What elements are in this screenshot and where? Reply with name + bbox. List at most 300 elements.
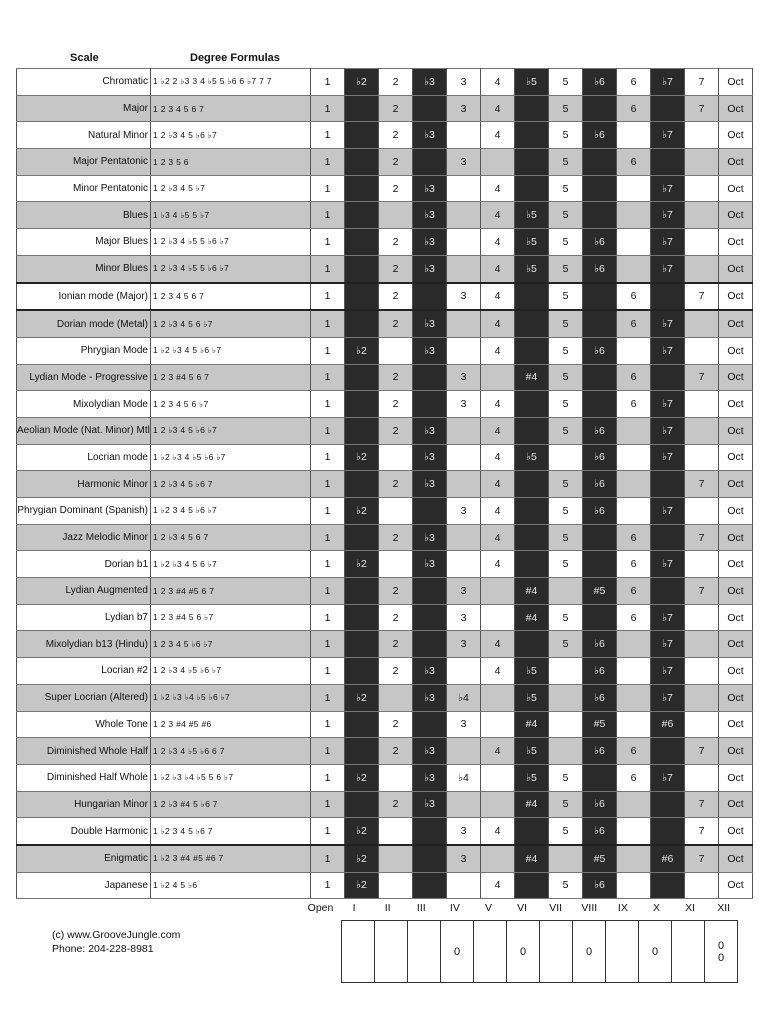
scale-name: Jazz Melodic Minor [17, 524, 151, 551]
degree-cell [345, 391, 379, 418]
degree-cell: 1 [311, 845, 345, 872]
degree-cell: 1 [311, 175, 345, 202]
degree-cell: 1 [311, 818, 345, 845]
degree-cell: Oct [719, 631, 753, 658]
degree-cell: #5 [583, 711, 617, 738]
degree-cell: 1 [311, 631, 345, 658]
scale-name: Phrygian Dominant (Spanish) [17, 498, 151, 525]
scale-row [17, 551, 753, 578]
degree-cell [515, 283, 549, 311]
degree-cell: 6 [617, 551, 651, 578]
degree-cell: #4 [515, 711, 549, 738]
degree-cell: 2 [379, 283, 413, 311]
degree-cell: ♭3 [413, 175, 447, 202]
degree-cell: ♭7 [651, 69, 685, 96]
scale-name: Whole Tone [17, 711, 151, 738]
degree-cell: 6 [617, 149, 651, 176]
degree-cell: Oct [719, 551, 753, 578]
scale-formula: 1 ♭2 2 ♭3 3 4 ♭5 5 ♭6 6 ♭7 7 7 [151, 69, 311, 96]
scale-formula: 1 2 3 4 5 6 7 [151, 283, 311, 311]
degree-cell [617, 631, 651, 658]
degree-cell: 1 [311, 149, 345, 176]
scale-formula: 1 ♭2 ♭3 4 ♭5 ♭6 ♭7 [151, 444, 311, 471]
scale-formula: 1 2 ♭3 4 5 ♭6 ♭7 [151, 417, 311, 444]
scale-formula: 1 ♭2 4 5 ♭6 [151, 872, 311, 899]
scale-row [17, 604, 753, 631]
degree-cell: 6 [617, 764, 651, 791]
degree-cell: 7 [685, 818, 719, 845]
degree-cell: Oct [719, 872, 753, 899]
phone-text: Phone: 204-228-8981 [52, 943, 154, 955]
degree-cell: ♭3 [413, 337, 447, 364]
scale-row [17, 122, 753, 149]
degree-cell: Oct [719, 684, 753, 711]
scale-formula: 1 2 ♭3 4 5 ♭6 ♭7 [151, 122, 311, 149]
degree-cell: 4 [481, 524, 515, 551]
degree-cell [685, 337, 719, 364]
degree-cell: 1 [311, 283, 345, 311]
degree-cell [617, 444, 651, 471]
scale-formula: 1 2 ♭3 4 5 6 7 [151, 524, 311, 551]
scale-name: Double Harmonic [17, 818, 151, 845]
degree-cell [447, 310, 481, 337]
degree-cell: 4 [481, 417, 515, 444]
degree-cell [617, 202, 651, 229]
degree-cell: ♭3 [413, 69, 447, 96]
scale-table-body [17, 69, 753, 899]
degree-cell [685, 391, 719, 418]
degree-cell: 4 [481, 631, 515, 658]
scale-row [17, 444, 753, 471]
degree-cell [447, 417, 481, 444]
degree-cell [345, 604, 379, 631]
degree-cell: 2 [379, 524, 413, 551]
degree-cell: 4 [481, 738, 515, 765]
degree-cell: 3 [447, 578, 481, 605]
degree-cell [379, 872, 413, 899]
scale-row [17, 631, 753, 658]
fret-label: IX [617, 902, 628, 914]
degree-cell [685, 417, 719, 444]
degree-cell: Oct [719, 69, 753, 96]
degree-cell: ♭5 [515, 658, 549, 685]
degree-cell: 3 [447, 498, 481, 525]
degree-cell: ♭6 [583, 791, 617, 818]
degree-cell: 1 [311, 738, 345, 765]
degree-cell: 1 [311, 684, 345, 711]
scale-row [17, 255, 753, 282]
degree-cell: 5 [549, 498, 583, 525]
degree-cell: 1 [311, 578, 345, 605]
degree-cell [651, 364, 685, 391]
degree-cell: 2 [379, 229, 413, 256]
degree-cell [617, 175, 651, 202]
scale-formula: 1 2 ♭3 4 ♭5 5 ♭6 ♭7 [151, 255, 311, 282]
degree-cell [685, 684, 719, 711]
degree-cell: 4 [481, 310, 515, 337]
scale-name: Lydian b7 [17, 604, 151, 631]
degree-cell: ♭6 [583, 498, 617, 525]
fret-label: VI [517, 902, 528, 914]
degree-cell [583, 202, 617, 229]
degree-cell [515, 391, 549, 418]
scale-name: Diminished Whole Half [17, 738, 151, 765]
degree-cell [447, 471, 481, 498]
degree-cell: 1 [311, 122, 345, 149]
degree-cell [447, 255, 481, 282]
scale-formula: 1 2 3 4 5 ♭6 ♭7 [151, 631, 311, 658]
copyright-text: (c) www.GrooveJungle.com [52, 929, 181, 941]
degree-cell: ♭2 [345, 551, 379, 578]
degree-cell [651, 471, 685, 498]
degree-cell: 2 [379, 791, 413, 818]
degree-cell [345, 631, 379, 658]
degree-cell: 5 [549, 524, 583, 551]
degree-cell [651, 818, 685, 845]
degree-cell [379, 202, 413, 229]
degree-cell: 4 [481, 498, 515, 525]
degree-cell: 1 [311, 498, 345, 525]
scale-formula: 1 2 3 #4 5 6 ♭7 [151, 604, 311, 631]
degree-cell: 2 [379, 391, 413, 418]
fret-marker-cell: 0 [639, 921, 672, 983]
degree-cell: Oct [719, 417, 753, 444]
degree-cell: 2 [379, 604, 413, 631]
degree-cell [345, 471, 379, 498]
degree-cell [379, 818, 413, 845]
fret-marker-cell: 0 0 [705, 921, 738, 983]
degree-cell: ♭3 [413, 229, 447, 256]
degree-cell [481, 764, 515, 791]
degree-cell: ♭2 [345, 872, 379, 899]
degree-cell: 7 [685, 578, 719, 605]
degree-cell: ♭3 [413, 551, 447, 578]
scale-name: Harmonic Minor [17, 471, 151, 498]
scale-row [17, 95, 753, 122]
degree-cell [583, 604, 617, 631]
degree-cell: ♭7 [651, 337, 685, 364]
scale-formula: 1 2 ♭3 4 ♭5 ♭6 ♭7 [151, 658, 311, 685]
degree-cell: 5 [549, 175, 583, 202]
degree-cell: 7 [685, 364, 719, 391]
degree-cell [413, 149, 447, 176]
degree-cell: ♭6 [583, 417, 617, 444]
degree-cell: ♭5 [515, 229, 549, 256]
degree-cell: 2 [379, 122, 413, 149]
degree-cell [651, 791, 685, 818]
degree-cell: 6 [617, 578, 651, 605]
degree-cell [549, 738, 583, 765]
degree-cell: Oct [719, 310, 753, 337]
degree-cell [447, 791, 481, 818]
degree-cell: 5 [549, 229, 583, 256]
scale-name: Minor Blues [17, 255, 151, 282]
scale-name: Chromatic [17, 69, 151, 96]
degree-cell [515, 818, 549, 845]
degree-cell: ♭6 [583, 738, 617, 765]
scale-row [17, 658, 753, 685]
degree-cell [447, 175, 481, 202]
fret-marker-cell: 0 [573, 921, 606, 983]
degree-cell [583, 149, 617, 176]
scale-row [17, 417, 753, 444]
degree-cell [617, 255, 651, 282]
scale-row [17, 764, 753, 791]
degree-cell: 1 [311, 310, 345, 337]
degree-cell: 3 [447, 604, 481, 631]
degree-cell: 1 [311, 711, 345, 738]
degree-cell: 3 [447, 818, 481, 845]
degree-cell: Oct [719, 229, 753, 256]
degree-cell: 3 [447, 364, 481, 391]
degree-cell: Oct [719, 818, 753, 845]
degree-cell: 3 [447, 711, 481, 738]
degree-cell [481, 711, 515, 738]
degree-cell [447, 122, 481, 149]
degree-cell: #6 [651, 711, 685, 738]
degree-cell: Oct [719, 578, 753, 605]
degree-cell: 6 [617, 524, 651, 551]
degree-cell [549, 845, 583, 872]
degree-cell: Oct [719, 444, 753, 471]
degree-cell: Oct [719, 845, 753, 872]
scale-formula: 1 2 3 4 5 6 7 [151, 95, 311, 122]
degree-cell [447, 229, 481, 256]
scale-row [17, 229, 753, 256]
degree-cell: 2 [379, 417, 413, 444]
degree-cell: ♭5 [515, 684, 549, 711]
degree-cell [379, 845, 413, 872]
degree-cell: ♭2 [345, 764, 379, 791]
degree-cell [685, 175, 719, 202]
degree-cell [651, 283, 685, 311]
degree-cell [447, 202, 481, 229]
degree-cell: 1 [311, 551, 345, 578]
degree-cell: 4 [481, 255, 515, 282]
degree-cell: ♭7 [651, 684, 685, 711]
degree-cell [345, 283, 379, 311]
degree-cell: 7 [685, 69, 719, 96]
scale-name: Lydian Mode - Progressive [17, 364, 151, 391]
scale-header: Scale [70, 52, 99, 64]
degree-cell: ♭3 [413, 471, 447, 498]
degree-cell: #4 [515, 604, 549, 631]
scale-formula: 1 2 3 #4 #5 6 7 [151, 578, 311, 605]
degree-cell [345, 711, 379, 738]
fret-label: V [484, 902, 492, 914]
degree-cell: 1 [311, 764, 345, 791]
degree-cell: ♭7 [651, 202, 685, 229]
fret-marker-cell [408, 921, 441, 983]
degree-cell [549, 658, 583, 685]
degree-cell [583, 391, 617, 418]
degree-cell: ♭5 [515, 444, 549, 471]
scale-row [17, 175, 753, 202]
degree-cell: ♭6 [583, 818, 617, 845]
degree-cell: ♭7 [651, 631, 685, 658]
degree-cell: 3 [447, 631, 481, 658]
degree-cell [515, 310, 549, 337]
degree-cell: 4 [481, 337, 515, 364]
degree-cell: ♭6 [583, 631, 617, 658]
degree-cell [685, 255, 719, 282]
scale-formula: 1 ♭2 ♭3 ♭4 ♭5 5 6 ♭7 [151, 764, 311, 791]
fret-markers-table [341, 920, 738, 983]
degree-cell [651, 524, 685, 551]
scale-name: Lydian Augmented [17, 578, 151, 605]
degree-cell: ♭7 [651, 310, 685, 337]
scale-row [17, 364, 753, 391]
degree-cell [515, 872, 549, 899]
degree-cell [651, 872, 685, 899]
degree-cell: ♭7 [651, 175, 685, 202]
degree-cell [651, 95, 685, 122]
degree-cell [379, 684, 413, 711]
degree-cell [617, 818, 651, 845]
degree-cell [617, 122, 651, 149]
degree-cell: 3 [447, 95, 481, 122]
degree-cell: ♭7 [651, 498, 685, 525]
degree-cell: 2 [379, 310, 413, 337]
degree-cell: 1 [311, 337, 345, 364]
degree-cell [413, 872, 447, 899]
scale-name: Dorian mode (Metal) [17, 310, 151, 337]
degree-cell: Oct [719, 738, 753, 765]
scale-formula: 1 2 ♭3 4 5 ♭6 7 [151, 471, 311, 498]
degree-cell: ♭6 [583, 255, 617, 282]
scale-formula: 1 ♭2 3 4 5 ♭6 ♭7 [151, 498, 311, 525]
degree-cell [379, 551, 413, 578]
degree-cell [345, 149, 379, 176]
degree-cell: ♭7 [651, 122, 685, 149]
degree-cell: ♭3 [413, 444, 447, 471]
degree-cell: 7 [685, 95, 719, 122]
scale-name: Super Locrian (Altered) [17, 684, 151, 711]
degree-cell [413, 711, 447, 738]
scale-formula: 1 2 ♭3 4 5 6 ♭7 [151, 310, 311, 337]
degree-cell [379, 337, 413, 364]
degree-cell [515, 95, 549, 122]
degree-cell: Oct [719, 498, 753, 525]
degree-cell [685, 444, 719, 471]
degree-cell: ♭3 [413, 524, 447, 551]
degree-cell: ♭3 [413, 791, 447, 818]
degree-cell: 2 [379, 175, 413, 202]
scale-formula: 1 ♭3 4 ♭5 5 ♭7 [151, 202, 311, 229]
degree-cell: ♭5 [515, 738, 549, 765]
degree-cell: 5 [549, 872, 583, 899]
degree-cell [685, 498, 719, 525]
degree-cell [447, 524, 481, 551]
degree-cell: 2 [379, 631, 413, 658]
degree-cell [413, 283, 447, 311]
scale-name: Diminished Half Whole [17, 764, 151, 791]
degree-cell: Oct [719, 175, 753, 202]
scale-name: Minor Pentatonic [17, 175, 151, 202]
degree-cell [447, 444, 481, 471]
degree-cell: 1 [311, 364, 345, 391]
degree-cell: ♭3 [413, 122, 447, 149]
degree-cell [617, 471, 651, 498]
degree-cell: 5 [549, 791, 583, 818]
degree-cell [617, 337, 651, 364]
degree-cell: 5 [549, 818, 583, 845]
scale-name: Mixolydian b13 (Hindu) [17, 631, 151, 658]
scale-name: Japanese [17, 872, 151, 899]
degree-cell: Oct [719, 791, 753, 818]
degree-cell [651, 578, 685, 605]
degree-cell: 5 [549, 202, 583, 229]
degree-cell: 5 [549, 95, 583, 122]
degree-cell [617, 417, 651, 444]
degree-cell [651, 738, 685, 765]
degree-cell: ♭7 [651, 417, 685, 444]
degree-cell: Oct [719, 122, 753, 149]
degree-cell: #4 [515, 791, 549, 818]
degree-cell: ♭6 [583, 229, 617, 256]
degree-cell [617, 711, 651, 738]
scale-row [17, 498, 753, 525]
degree-cell: 1 [311, 791, 345, 818]
degree-cell [515, 524, 549, 551]
degree-cell: 4 [481, 202, 515, 229]
degree-cell: 1 [311, 417, 345, 444]
degree-cell [447, 738, 481, 765]
degree-cell: Oct [719, 255, 753, 282]
degree-cell: ♭2 [345, 845, 379, 872]
degree-cell: 5 [549, 337, 583, 364]
degree-cell [345, 791, 379, 818]
degree-cell [583, 764, 617, 791]
degree-cell: 2 [379, 255, 413, 282]
degree-cell: ♭6 [583, 444, 617, 471]
degree-cell: 5 [549, 283, 583, 311]
degree-cell [481, 149, 515, 176]
degree-cell: ♭7 [651, 255, 685, 282]
degree-cell: 3 [447, 845, 481, 872]
degree-cell [685, 658, 719, 685]
scale-row [17, 684, 753, 711]
degree-cell: Oct [719, 764, 753, 791]
degree-cell: ♭3 [413, 202, 447, 229]
degree-cell: Oct [719, 283, 753, 311]
degree-cell [345, 738, 379, 765]
fret-label: XI [685, 902, 696, 914]
degree-cell: ♭3 [413, 658, 447, 685]
degree-cell: #4 [515, 845, 549, 872]
degree-cell: 6 [617, 604, 651, 631]
scale-row [17, 202, 753, 229]
degree-cell [515, 122, 549, 149]
degree-cell: Oct [719, 604, 753, 631]
scale-name: Phrygian Mode [17, 337, 151, 364]
degree-cell: 4 [481, 95, 515, 122]
scale-name: Natural Minor [17, 122, 151, 149]
footer-contact [52, 928, 180, 956]
scale-row [17, 845, 753, 872]
degree-cell: ♭3 [413, 684, 447, 711]
degree-cell: ♭5 [515, 69, 549, 96]
fret-label: X [652, 902, 660, 914]
degree-cell: 2 [379, 149, 413, 176]
degree-cell: 4 [481, 283, 515, 311]
scale-formula: 1 2 ♭3 4 5 ♭7 [151, 175, 311, 202]
degree-cell: 1 [311, 604, 345, 631]
fret-label: IV [449, 902, 460, 914]
scale-row [17, 391, 753, 418]
degree-cell [447, 872, 481, 899]
degree-cell: 6 [617, 738, 651, 765]
